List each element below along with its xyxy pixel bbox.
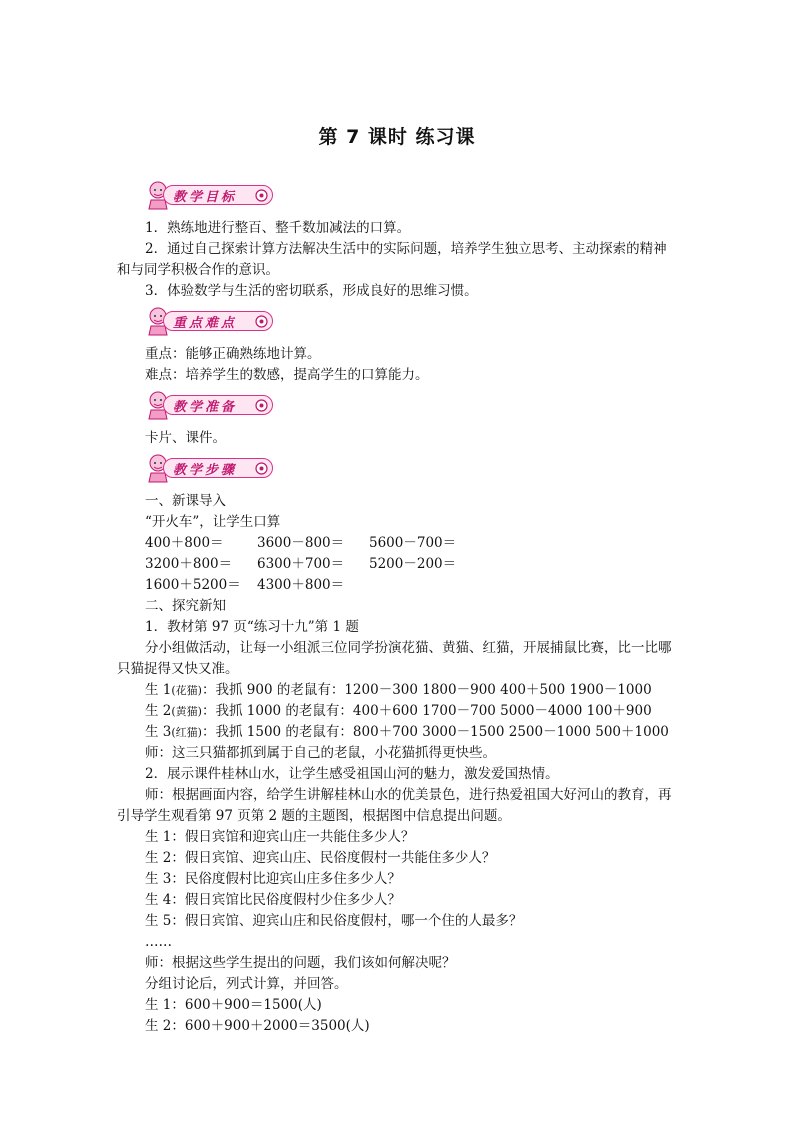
section-badge-key [145,308,277,334]
teacher-text: 师：这三只猫都抓到属于自己的老鼠，小花猫抓得更快些。 [145,745,496,761]
section-badge-label: 重点难点 [173,316,238,331]
step-text: “开火车”，让学生口算 [145,514,281,530]
teacher-text: 师：根据这些学生提出的问题，我们该如何解决呢？ [145,955,456,971]
target-icon [255,462,268,475]
section-badge-label: 教学步骤 [173,463,238,478]
step-text: 1．教材第 97 页“练习十九”第 1 题 [145,619,359,635]
prep-text: 卡片、课件。 [145,430,226,446]
student-answer: 生 1：600＋900＝1500(人) [145,997,322,1013]
calc-item: 1600＋5200＝ [145,577,241,593]
step-heading: 二、探究新知 [145,598,226,614]
student-answer: 生 1(花猫)：我抓 900 的老鼠有：1200－300 1800－900 400＋500 1900－1000 [145,682,652,698]
page-title: 第 7 课时 练习课 [318,126,476,148]
calc-row [117,554,679,575]
section-badge-goals [145,182,277,208]
key-point: 重点：能够正确熟练地计算。 [145,346,321,362]
goal-item: 1．熟练地进行整百、整千数加减法的口算。 [145,220,411,236]
step-text: 2．展示课件桂林山水，让学生感受祖国山河的魅力，激发爱国热情。 [145,766,559,782]
step-text: 分组讨论后，列式计算，并回答。 [145,976,348,992]
lesson-content [117,176,679,1037]
section-badge-steps [145,455,277,481]
goal-item: 3．体验数学与生活的密切联系，形成良好的思维习惯。 [145,283,478,299]
calc-item: 6300＋700＝ [257,556,345,572]
calc-row [117,575,679,596]
student-answer: 生 2(黄猫)：我抓 1000 的老鼠有：400＋600 1700－700 5000－4000 100＋900 [145,703,652,719]
target-icon [255,315,268,328]
difficult-point: 难点：培养学生的数感，提高学生的口算能力。 [145,367,429,383]
goal-item: 2．通过自己探索计算方法解决生活中的实际问题，培养学生独立思考、主动探索的精神和与同学积极合作的意识。 [117,241,667,278]
step-text: 分小组做活动，让每一小组派三位同学扮演花猫、黄猫、红猫，开展捕鼠比赛，比一比哪只猫捉得又快又准。 [117,640,672,677]
calc-item: 4300＋800＝ [257,577,345,593]
step-heading: 一、新课导入 [145,493,226,509]
teacher-text: 师：根据画面内容，给学生讲解桂林山水的优美景色，进行热爱祖国大好河山的教育，再引导学生观看第 97 页第 2 题的主题图，根据图中信息提出问题。 [117,787,672,824]
calc-row [117,533,679,554]
target-icon [255,399,268,412]
student-question: 生 4：假日宾馆比民俗度假村少住多少人？ [145,892,401,908]
student-answer: 生 2：600＋900＋2000＝3500(人) [145,1018,370,1034]
student-question: 生 5：假日宾馆、迎宾山庄和民俗度假村，哪一个住的人最多？ [145,913,523,929]
student-question: 生 3：民俗度假村比迎宾山庄多住多少人？ [145,871,401,887]
target-icon [255,189,268,202]
calc-item: 3600－800＝ [257,535,345,551]
calc-item: 5200－200＝ [369,556,457,572]
section-badge-label: 教学准备 [173,400,238,415]
student-answer: 生 3(红猫)：我抓 1500 的老鼠有：800＋700 3000－1500 2500－1000 500＋1000 [145,724,669,740]
ellipsis: …… [145,934,172,950]
section-badge-label: 教学目标 [173,190,238,205]
student-question: 生 1：假日宾馆和迎宾山庄一共能住多少人？ [145,829,415,845]
calc-item: 5600－700＝ [369,535,457,551]
student-question: 生 2：假日宾馆、迎宾山庄、民俗度假村一共能住多少人？ [145,850,496,866]
section-badge-prep [145,392,277,418]
calc-item: 400＋800＝ [145,535,224,551]
calc-item: 3200＋800＝ [145,556,233,572]
